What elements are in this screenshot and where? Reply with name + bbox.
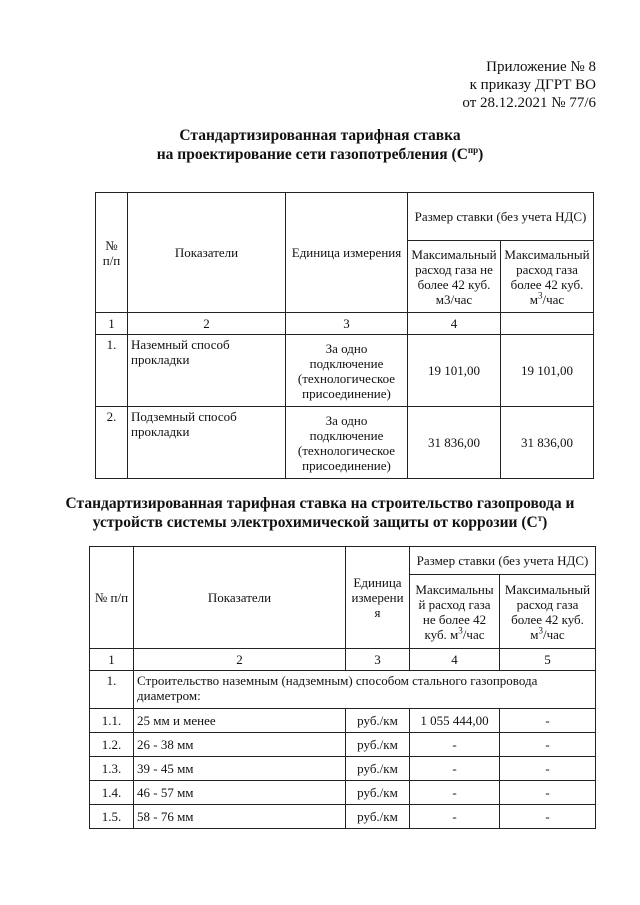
row-unit: руб./км <box>346 709 410 733</box>
row-unit: руб./км <box>346 733 410 757</box>
colnum-cell: 1 <box>90 649 134 671</box>
row-value-2: - <box>500 733 596 757</box>
row-value-1: - <box>410 757 500 781</box>
title-construction-rate <box>0 494 640 532</box>
row-value-1: - <box>410 733 500 757</box>
construction-rate-table <box>89 546 596 829</box>
colnum-cell: 5 <box>500 649 596 671</box>
header-num: № п/п <box>90 547 134 649</box>
row-value-2: - <box>500 781 596 805</box>
appendix-block <box>462 58 596 112</box>
table-row <box>90 805 596 829</box>
row-value-1: - <box>410 781 500 805</box>
header-rate: Размер ставки (без учета НДС) <box>408 193 594 241</box>
row-value-2: - <box>500 757 596 781</box>
title-design-line-2: на проектирование сети газопотребления $(С^{пр})$ <box>156 144 484 163</box>
row-unit: За одно подключение (технологическое присоединение) <box>286 335 408 407</box>
header-rate: Размер ставки (без учета НДС) <box>410 547 596 575</box>
colnum-cell: 3 <box>346 649 410 671</box>
column-number-row <box>90 649 596 671</box>
row-num: 1.2. <box>90 733 134 757</box>
row-num: 1.5. <box>90 805 134 829</box>
row-name: 58 - 76 мм <box>134 805 346 829</box>
row-unit: За одно подключение (технологическое присоединение) <box>286 407 408 479</box>
row-name: Подземный способ прокладки <box>128 407 286 479</box>
row-value-2: - <box>500 709 596 733</box>
row-unit: руб./км <box>346 781 410 805</box>
appendix-line-3: от 28.12.2021 № 77/6 <box>462 95 596 111</box>
header-max-low: Максимальный расход газа не более 42 куб. м3/час <box>408 241 501 313</box>
title-construction-line-2: устройств системы электрохимической защиты от коррозии $(С^т)$ <box>92 512 548 531</box>
header-max-high: Максимальный расход газа более 42 куб. $м^3$/час <box>501 241 594 313</box>
design-rate-table <box>95 192 594 479</box>
header-indicators: Показатели <box>134 547 346 649</box>
table-row <box>96 335 594 407</box>
table-row <box>90 733 596 757</box>
row-num: 1.4. <box>90 781 134 805</box>
row-name: Наземный способ прокладки <box>128 335 286 407</box>
header-unit: Единица измерения <box>346 547 410 649</box>
colnum-cell: 1 <box>96 313 128 335</box>
section-row <box>90 671 596 709</box>
row-value-2: 19 101,00 <box>501 335 594 407</box>
row-value-2: - <box>500 805 596 829</box>
colnum-cell: 2 <box>134 649 346 671</box>
colnum-cell: 3 <box>286 313 408 335</box>
title-construction-line-1: Стандартизированная тарифная ставка на строительство газопровода и <box>65 495 575 512</box>
header-max-high: Максимальный расход газа более 42 куб. $м^3$/час <box>500 575 596 649</box>
row-value-1: 31 836,00 <box>408 407 501 479</box>
row-name: 39 - 45 мм <box>134 757 346 781</box>
row-num: 1.1. <box>90 709 134 733</box>
row-name: 46 - 57 мм <box>134 781 346 805</box>
row-num: 1. <box>96 335 128 407</box>
section-num: 1. <box>90 671 134 709</box>
table-header-row <box>96 193 594 241</box>
header-num: № п/п <box>96 193 128 313</box>
row-name: 25 мм и менее <box>134 709 346 733</box>
table-row <box>96 407 594 479</box>
row-unit: руб./км <box>346 805 410 829</box>
table-row <box>90 781 596 805</box>
row-value-1: - <box>410 805 500 829</box>
header-indicators: Показатели <box>128 193 286 313</box>
row-name: 26 - 38 мм <box>134 733 346 757</box>
appendix-line-1: Приложение № 8 <box>486 59 596 75</box>
header-unit: Единица измерения <box>286 193 408 313</box>
row-unit: руб./км <box>346 757 410 781</box>
colnum-cell: 4 <box>410 649 500 671</box>
table-row <box>90 709 596 733</box>
colnum-cell: 2 <box>128 313 286 335</box>
row-num: 2. <box>96 407 128 479</box>
title-design-rate <box>0 126 640 164</box>
row-value-1: 1 055 444,00 <box>410 709 500 733</box>
table-header-row <box>90 547 596 575</box>
appendix-line-2: к приказу ДГРТ ВО <box>469 77 596 93</box>
row-value-2: 31 836,00 <box>501 407 594 479</box>
row-value-1: 19 101,00 <box>408 335 501 407</box>
header-max-low: Максимальный расход газа не более 42 куб. $м^3$/час <box>410 575 500 649</box>
title-design-line-1: Стандартизированная тарифная ставка <box>179 127 461 144</box>
colnum-cell <box>501 313 594 335</box>
colnum-cell: 4 <box>408 313 501 335</box>
section-name: Строительство наземным (надземным) способом стального газопровода диаметром: <box>134 671 596 709</box>
row-num: 1.3. <box>90 757 134 781</box>
table-row <box>90 757 596 781</box>
column-number-row <box>96 313 594 335</box>
